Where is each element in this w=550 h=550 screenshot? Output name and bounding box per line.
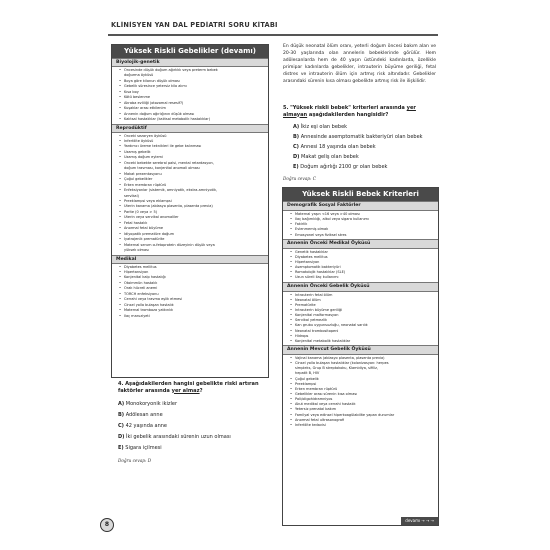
- list-item: • Hipertansiyon: [112, 270, 268, 275]
- option-letter: B): [293, 134, 300, 140]
- list-item: • İnfertilite öyküsü: [112, 139, 268, 144]
- list-item: • Anormal fetal ultrasonografi: [283, 418, 438, 423]
- box-title: Yüksek Riskli Bebek Kriterleri: [283, 188, 438, 201]
- item-list: [112, 67, 268, 124]
- option-letter: A): [293, 124, 300, 130]
- option-d[interactable]: [118, 434, 231, 440]
- list-item: • Kısa boy: [112, 90, 268, 95]
- list-item: doğurma öyküsü: [124, 73, 154, 78]
- option-text: Monokoryonik ikizler: [125, 401, 178, 407]
- list-item: • Makat prezentasyonu: [112, 172, 268, 177]
- list-item: • Uzamış doğum eylemi: [112, 155, 268, 160]
- list-item: • Maternal tromboza yatkınlık: [112, 308, 268, 313]
- list-item: • Yardımcı üreme teknikleri ile gebe kalınması: [112, 144, 268, 149]
- list-item: • İnfertilite tedavisi: [283, 423, 438, 428]
- list-item: • İlaç maruziyeti: [112, 314, 268, 319]
- continued-label: devamı → → →: [401, 517, 438, 525]
- list-item: • Boya göre kilonun düşük olması: [112, 79, 268, 84]
- question-stem: Aşağıdakilerden hangisi gebelikte riski artıran faktörler arasında: [118, 381, 259, 394]
- list-item: • İdiyopatik prematüre doğum: [112, 232, 268, 237]
- answer-text: Doğru cevap: D: [118, 458, 152, 463]
- list-item: • Gebelikler arası sürenin kısa olması: [283, 392, 438, 397]
- list-item: • Diyabetes mellitus: [112, 265, 268, 270]
- list-item: • Otoimmün hastalık: [112, 281, 268, 286]
- list-item: • Hidrops: [283, 334, 438, 339]
- option-e[interactable]: [293, 164, 387, 170]
- list-item: • Uterin veya servikal anomaliler: [112, 215, 268, 220]
- list-item: • TORCH enfeksiyonu: [112, 292, 268, 297]
- list-item: • Neonatal ölüm: [283, 298, 438, 303]
- list-item: • Emosyonel veya fiziksel stres: [283, 233, 438, 238]
- list-item: • Preeklampsi: [283, 382, 438, 387]
- list-item: • Orak hücreli anemi: [112, 286, 268, 291]
- list-item: • Anormal fetal büyüme: [112, 226, 268, 231]
- list-item: • Cerrahi veya travma eşlik etmesi: [112, 297, 268, 302]
- option-letter: E): [118, 445, 124, 451]
- list-item: • Konjenital metabolik hastalıklar: [283, 339, 438, 344]
- list-item: • Konjenital malformasyon: [283, 313, 438, 318]
- option-letter: C): [118, 423, 124, 429]
- list-item: • Kuşaklar arası etkilenim: [112, 106, 268, 111]
- answer-text: Doğru cevap: C: [283, 176, 316, 181]
- option-letter: E): [293, 164, 299, 170]
- option-letter: B): [118, 412, 125, 418]
- question-stem-end: aşağıdakilerden hangisidir?: [307, 111, 389, 118]
- list-item: • Yetersiz prenatal bakım: [283, 407, 438, 412]
- list-item: • Annenin doğum ağırlığının düşük olması: [112, 112, 268, 117]
- option-text: Makat geliş olan bebek: [301, 154, 359, 160]
- list-item: • Fetal hastalık: [112, 221, 268, 226]
- option-text: Annesi 18 yaşında olan bebek: [300, 144, 376, 150]
- section-heading: Annenin Mevcut Gebelik Öyküsü: [283, 345, 438, 355]
- option-a[interactable]: [118, 401, 177, 407]
- high-risk-pregnancies-box: [111, 44, 269, 378]
- item-list: [283, 355, 438, 429]
- section-heading: Medikal: [112, 255, 268, 264]
- list-item: • Neonatal trombositopeni: [283, 329, 438, 334]
- list-item: • Cinsel yolla bulaşan hastalıklar (kolonizasyon: herpes: [283, 361, 438, 366]
- list-item: • Erken membran rüptürü: [112, 183, 268, 188]
- option-e[interactable]: [118, 445, 162, 451]
- question-number: 4.: [118, 381, 124, 387]
- list-item: • Önceki bebekte serebral palsi, mental retardasyon,: [112, 161, 268, 166]
- box-title: Yüksek Riskli Gebelikler (devamı): [112, 45, 268, 58]
- list-item: • Öncesinde düşük doğum ağırlıklı veya preterm bebek: [112, 68, 268, 73]
- list-item: • Uterin kanama (ablasyo plasenta, plasenta previa): [112, 204, 268, 209]
- list-item: • Diyabetes mellitus: [283, 255, 438, 260]
- option-c[interactable]: [293, 144, 376, 150]
- list-item: • Hipertansiyon: [283, 260, 438, 265]
- section-heading: Annenin Önceki Medikal Öyküsü: [283, 239, 438, 249]
- book-title: KLİNİSYEN YAN DAL PEDİATRİ SORU KİTABI: [111, 21, 278, 29]
- option-letter: D): [118, 434, 125, 440]
- list-item: servikal): [124, 193, 139, 198]
- list-item: • Uzamış gebelik: [112, 150, 268, 155]
- list-item: • Fakirlik: [283, 222, 438, 227]
- option-text: Adölesan anne: [125, 412, 163, 418]
- list-item: • Maternal yaşın <16 veya >40 olması: [283, 212, 438, 217]
- list-item: • Romatolojik hastalıklar (SLE): [283, 270, 438, 275]
- item-list: [112, 264, 268, 321]
- section-heading: Demografik Sosyal Faktörler: [283, 201, 438, 211]
- list-item: yüksek olması: [124, 248, 149, 253]
- list-item: • Akraba evliliği (otozomal resesif?): [112, 101, 268, 106]
- option-text: Annesinde asemptomatik bakteriyüri olan bebek: [300, 134, 423, 140]
- list-item: • Önceki sezaryen öyküsü: [112, 134, 268, 139]
- option-text: 42 yaşında anne: [125, 423, 168, 429]
- list-item: • Servikal yetmezlik: [283, 318, 438, 323]
- item-list: [112, 133, 268, 255]
- question-stem-end: ?: [199, 387, 203, 394]
- item-list: [283, 292, 438, 345]
- list-item: • Erken membran rüptürü: [283, 387, 438, 392]
- item-list: [283, 211, 438, 239]
- list-item: • Akut medikal veya cerrahi hastalık: [283, 402, 438, 407]
- list-item: • Kötü beslenme: [112, 95, 268, 100]
- list-item: • Vajinal kanama (ablasyo plasenta, plasenta previa): [283, 356, 438, 361]
- list-item: • Parite (0 veya > 5): [112, 210, 268, 215]
- list-item: • Genetik hastalıklar: [283, 250, 438, 255]
- section-heading: Annenin Önceki Gebelik Öyküsü: [283, 282, 438, 292]
- list-item: hepatit B, HIV: [295, 371, 320, 376]
- question-5: [283, 105, 436, 118]
- question-4: [118, 381, 268, 394]
- option-b[interactable]: [293, 134, 423, 140]
- item-list: [283, 249, 438, 282]
- option-text: İkiz eşi olan bebek: [300, 124, 348, 130]
- list-item: • Çoğul gebelikler: [112, 177, 268, 182]
- list-item: • Konjenital kalp hastalığı: [112, 275, 268, 280]
- section-heading: Biyolojik-genetik: [112, 58, 268, 67]
- list-item: • Maternal serum α-fetoprotein düzeyinin düşük veya: [112, 243, 268, 248]
- question-stem: "Yüksek riskli bebek" kriterleri arasında: [290, 105, 407, 111]
- list-item: doğum travması, konjenital anomali olması: [124, 166, 200, 171]
- list-item: • İlaç bağımlılığı, alkol veya sigara kullanımı: [283, 217, 438, 222]
- list-item: • Kan grubu uygunsuzluğu, neonatal sarılık: [283, 323, 438, 328]
- option-letter: C): [293, 144, 299, 150]
- option-c[interactable]: [118, 423, 167, 429]
- list-item: • Evlenmemiş olmak: [283, 227, 438, 232]
- list-item: • Asemptomatik bakteriyüri: [283, 265, 438, 270]
- list-item: • İntrauterin büyüme geriliği: [283, 308, 438, 313]
- header-rule: [108, 34, 438, 36]
- high-risk-infant-criteria-box: [282, 187, 439, 526]
- list-item: • İntrauterin fetal ölüm: [283, 293, 438, 298]
- list-item: • Poli/oligohidramniyos: [283, 397, 438, 402]
- list-item: • Gebelik süresince yetersiz kilo alımı: [112, 84, 268, 89]
- list-item: • Prematürite: [283, 303, 438, 308]
- intro-paragraph: En düşük neonatal ölüm oranı, yeterli doğum öncesi bakım alan ve 20-30 yaşlarında olan annelerin bebeklerinde görülür. Hem adölesanlarda hem de 40 yaşın üstündeki kadınlarda, özellikle primipar kadınlarda gebelikler, intrauterin büyüme geriliği, fetal distres ve intrauterin ölüm için artmış risk altındadır. Gebelikler arasındaki sürenin kısa olması gebelikte artmış risk ile ilişkilidir.: [283, 44, 436, 84]
- option-a[interactable]: [293, 124, 347, 130]
- list-item: • Çoğul gebelik: [283, 377, 438, 382]
- list-item: • İyatrojenik prematürite: [112, 237, 268, 242]
- option-d[interactable]: [293, 154, 359, 160]
- list-item: • Kalıtsal hastalıklar (kalıtsal metabolik hastalıklar): [112, 117, 268, 122]
- question-stem-underlined: yer almaz: [171, 387, 200, 394]
- option-text: Sigara içilmesi: [125, 445, 162, 451]
- option-text: Doğum ağırlığı 2100 gr olan bebek: [300, 164, 388, 170]
- option-letter: D): [293, 154, 300, 160]
- list-item: • Cinsel yolla bulaşan hastalık: [112, 303, 268, 308]
- question-number: 5.: [283, 105, 289, 111]
- list-item: • Enfeksiyonlar (sistemik, amniyotik, ekstra-amniyotik,: [112, 188, 268, 193]
- list-item: • Preeklampsi veya eklampsi: [112, 199, 268, 204]
- list-item: • Uzun süreli ilaç kullanımı: [283, 275, 438, 280]
- option-b[interactable]: [118, 412, 163, 418]
- option-text: İki gebelik arasındaki sürenin uzun olması: [126, 434, 231, 440]
- section-heading: Reprodüktif: [112, 124, 268, 133]
- page-number: 8: [100, 518, 114, 532]
- list-item: • Familyal veya edinsel hiperkoagülabilite yapan durumlar: [283, 413, 438, 418]
- list-item: simpleks, Grup B streptokoku, Klamidiya, sifiliz,: [295, 366, 379, 371]
- question-stem-underlined: yer almayan: [283, 105, 416, 118]
- option-letter: A): [118, 401, 125, 407]
